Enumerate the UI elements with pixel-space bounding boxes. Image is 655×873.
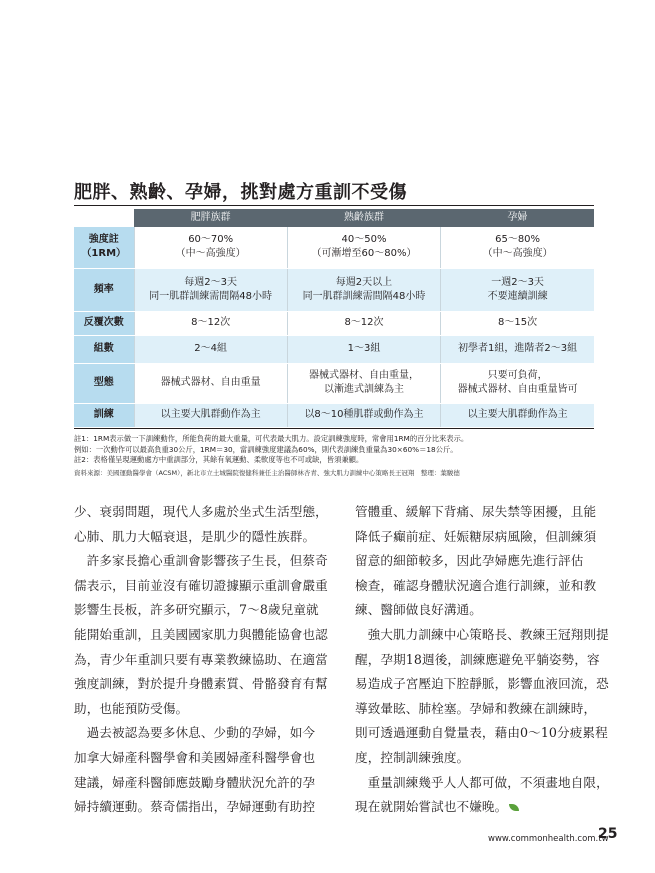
table-notes xyxy=(74,434,598,466)
paragraph: 過去被認為要多休息、少動的孕婦，如今 加拿大婦產科醫學會和美國婦產科醫學會也 建議，婦產科醫師應鼓勵身體狀況允許的孕 婦持續運動。蔡奇儒指出，孕婦運動有助控 xyxy=(74,725,316,815)
row-label: 反覆次數 xyxy=(74,311,134,335)
table-bottom-rule xyxy=(74,428,594,429)
table-row xyxy=(74,403,594,427)
table-cell: 以8～10種肌群或動作為主 xyxy=(287,403,440,427)
table-cell: 8～12次 xyxy=(287,311,440,335)
table-cell: 65～80% （中～高強度） xyxy=(441,227,594,268)
body-column-right xyxy=(355,500,609,820)
paragraph: 許多家長擔心重訓會影響孩子生長，但蔡奇 儒表示，目前並沒有確切證據顯示重訓會嚴重 影響生長板，許多研究顯示，7～8歲兒童就 能開始重訓，且美國國家肌力與體能協會也認 為，青少年重訓只要有專業教練協助、在適當 強度訓練，對於提升身體素質、骨骼發育有幫 助，也能預防受傷。 xyxy=(74,553,328,716)
table-cell: 以主要大肌群動作為主 xyxy=(441,403,594,427)
note-line: 註2：表格僅呈現運動處方中重訓部分，其餘有氧運動、柔軟度等也不可或缺，皆須兼顧。 xyxy=(74,455,364,464)
table-header-row xyxy=(74,209,594,227)
leaf-end-mark-icon xyxy=(509,804,519,811)
column-header: 熟齡族群 xyxy=(287,209,440,227)
row-label: 型態 xyxy=(74,363,134,403)
table-cell: 8～12次 xyxy=(134,311,287,335)
paragraph: 少、衰弱問題，現代人多處於坐式生活型態， 心肺、肌力大幅衰退，是肌少的隱性族群。 xyxy=(74,504,328,544)
table-row xyxy=(74,335,594,363)
row-label: 頻率 xyxy=(74,268,134,311)
row-label: 訓練 xyxy=(74,403,134,427)
table-cell: 1～3組 xyxy=(287,335,440,363)
table-cell: 8～15次 xyxy=(441,311,594,335)
note-line: 例如：一次動作可以最高負重30公斤，1RM＝30，當訓練強度建議為60%，則代表訓練負重量為30×60%＝18公斤。 xyxy=(74,444,458,454)
table-row xyxy=(74,363,594,403)
prescription-table xyxy=(74,209,594,428)
table-cell: 以主要大肌群動作為主 xyxy=(134,403,287,427)
paragraph: 強大肌力訓練中心策略長、教練王冠翔則提 醒，孕期18週後，訓練應避免平躺姿勢，容 易造成子宮壓迫下腔靜脈，影響血液回流，恐 導致暈眩、肺栓塞。孕婦和教練在訓練時， 則可透過運動自覺量表，藉由0～10分疲累程 度，控制訓練強度。 xyxy=(355,626,609,765)
table-row xyxy=(74,311,594,335)
footer-url: www.commonhealth.com.tw xyxy=(488,834,609,844)
row-label: 組數 xyxy=(74,335,134,363)
article-title: 肥胖、熟齡、孕婦，挑對處方重訓不受傷 xyxy=(74,182,407,203)
source-credit: 資料來源：美國運動醫學會（ACSM），新北市立土城醫院復健科兼任主治醫師林杏青、強大肌力訓練中心策略長王冠翔 整理：葉駿德 xyxy=(74,469,460,477)
body-column-left xyxy=(74,500,328,820)
table-cell: 40～50% （可漸增至60～80%） xyxy=(287,227,440,268)
table-row xyxy=(74,227,594,268)
table-cell: 每週2～3天 同一肌群訓練需間隔48小時 xyxy=(134,268,287,311)
paragraph: 管體重、緩解下背痛、尿失禁等困擾，且能 降低子癲前症、妊娠糖尿病風險，但訓練須 留意的細節較多，因此孕婦應先進行評估 檢查，確認身體狀況適合進行訓練，並和教 練、醫師做良好溝通。 xyxy=(355,504,597,618)
row-label: 強度註 （1RM） xyxy=(74,227,134,268)
table-cell: 初學者1組，進階者2～3組 xyxy=(441,335,594,363)
paragraph: 重量訓練幾乎人人都可做，不須畫地自限， 現在就開始嘗試也不嫌晚。 xyxy=(355,774,609,815)
table-row xyxy=(74,268,594,311)
page-number: 25 xyxy=(598,826,618,842)
note-line: 註1：1RM表示做一下訓練動作，所能負荷的最大重量，可代表最大肌力。設定訓練強度時，常會用1RM的百分比來表示。 xyxy=(74,434,469,443)
column-header: 肥胖族群 xyxy=(134,209,287,227)
table-cell: 器械式器材、自由重量 xyxy=(134,363,287,403)
table-cell: 一週2～3天 不要連續訓練 xyxy=(441,268,594,311)
table-corner xyxy=(74,209,134,227)
table-cell: 只要可負荷， 器械式器材、自由重量皆可 xyxy=(441,363,594,403)
table-top-rule xyxy=(74,205,594,206)
table-cell: 器械式器材、自由重量， 以漸進式訓練為主 xyxy=(287,363,440,403)
table-cell: 60～70% （中～高強度） xyxy=(134,227,287,268)
column-header: 孕婦 xyxy=(441,209,594,227)
table-cell: 每週2天以上 同一肌群訓練需間隔48小時 xyxy=(287,268,440,311)
table-cell: 2～4組 xyxy=(134,335,287,363)
